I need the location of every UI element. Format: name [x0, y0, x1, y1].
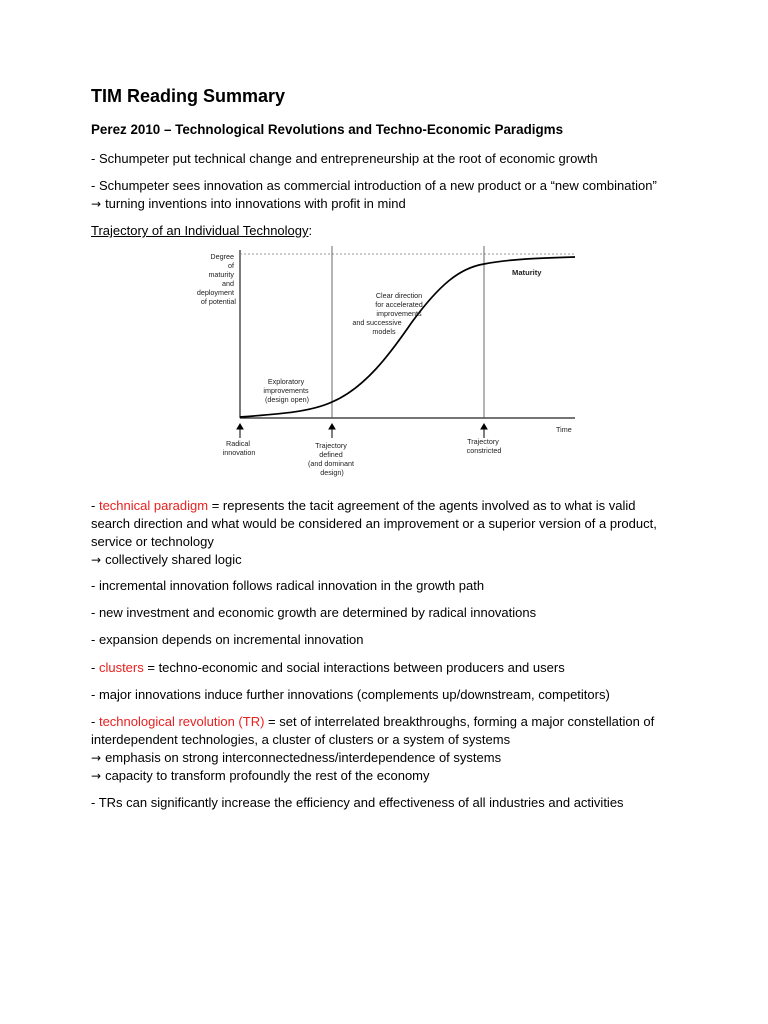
paragraph-technological-revolution	[91, 713, 691, 785]
marker-arrows	[237, 424, 487, 438]
document-title: TIM Reading Summary	[91, 86, 286, 106]
reading-subtitle: Perez 2010 – Technological Revolutions and Techno-Economic Paradigms	[91, 122, 564, 137]
paragraph-technical-paradigm	[91, 497, 691, 569]
paragraph-text: = techno-economic and social interactions between producers and users	[143, 660, 565, 675]
label-trajectory-constricted	[467, 437, 502, 455]
phase-label-line: and successive	[352, 318, 402, 327]
y-axis-label	[197, 252, 237, 306]
highlight-term: technological revolution (TR)	[98, 714, 265, 729]
phase-label-line: improvements	[263, 386, 309, 395]
paragraph-text: - major innovations induce further innovations (complements up/downstream, competitors)	[91, 687, 610, 702]
paragraph-line: interdependent technologies, a cluster of clusters or a system of systems	[91, 732, 511, 747]
paragraph-expansion	[91, 631, 691, 649]
paragraph-text: - expansion depends on incremental innovation	[91, 632, 364, 647]
paragraph-line: service or technology	[91, 534, 214, 549]
phase-label-line: improvements	[376, 309, 422, 318]
arrow-defined-head	[329, 424, 335, 429]
arrow-icon: →	[91, 751, 102, 765]
arrow-icon: →	[91, 769, 102, 783]
arrow-line-text: emphasis on strong interconnectedness/interdependence of systems	[105, 750, 502, 765]
y-label-line: of potential	[200, 297, 236, 306]
x-axis-label: Time	[556, 425, 572, 434]
label-accelerated	[352, 291, 424, 336]
y-label-line: maturity	[208, 270, 234, 279]
bullet-dash: -	[91, 498, 99, 513]
section-heading-colon: :	[308, 223, 313, 238]
section-heading-text: Trajectory of an Individual Technology	[91, 223, 309, 238]
marker-label-line: design)	[320, 468, 344, 477]
marker-label-line: Trajectory	[315, 441, 347, 450]
paragraph-schumpeter-innovation	[91, 177, 691, 213]
y-label-line: Degree	[210, 252, 234, 261]
arrow-line	[91, 767, 691, 785]
paragraph-text: = represents the tacit agreement of the agents involved as to what is valid	[208, 498, 636, 513]
y-label-line: deployment	[196, 288, 234, 297]
marker-label-line: Radical	[226, 439, 250, 448]
label-trajectory-defined	[308, 441, 356, 477]
trajectory-chart	[190, 246, 585, 484]
trajectory-figure	[190, 246, 585, 484]
phase-label-line: Exploratory	[267, 377, 305, 386]
phase-label-line: (design open)	[265, 395, 309, 404]
paragraph-text: - incremental innovation follows radical innovation in the growth path	[91, 578, 485, 593]
arrow-constricted-head	[481, 424, 487, 429]
arrow-line	[91, 195, 691, 213]
paragraph-investment	[91, 604, 691, 622]
y-label-line: and	[222, 279, 234, 288]
paragraph-clusters	[91, 659, 691, 677]
phase-label-line: for accelerated	[375, 300, 423, 309]
paragraph-text: - TRs can significantly increase the efficiency and effectiveness of all industries and activities	[91, 795, 624, 810]
paragraph-text: - new investment and economic growth are determined by radical innovations	[91, 605, 537, 620]
y-label-line: of	[228, 261, 234, 270]
arrow-line-text: capacity to transform profoundly the rest of the economy	[105, 768, 430, 783]
phase-label-line: Clear direction	[375, 291, 423, 300]
arrow-line	[91, 551, 691, 569]
paragraph-text: = set of interrelated breakthroughs, forming a major constellation of	[264, 714, 655, 729]
arrow-radical-head	[237, 424, 243, 429]
arrow-line-text: collectively shared logic	[105, 552, 242, 567]
bullet-dash: -	[91, 660, 99, 675]
label-exploratory	[263, 377, 310, 404]
phase-label-line: models	[372, 327, 396, 336]
paragraph-schumpeter-root	[91, 150, 691, 168]
marker-label-line: defined	[319, 450, 343, 459]
paragraph-line: search direction and what would be considered an improvement or a superior version of a product,	[91, 516, 657, 531]
label-maturity: Maturity	[512, 268, 542, 277]
arrow-icon: →	[91, 197, 102, 211]
arrow-icon: →	[91, 553, 102, 567]
marker-label-line: constricted	[466, 446, 502, 455]
section-heading	[91, 222, 691, 240]
marker-label-line: (and dominant	[308, 459, 354, 468]
paragraph-major-innovations	[91, 686, 691, 704]
arrow-line	[91, 749, 691, 767]
bullet-dash: -	[91, 714, 99, 729]
paragraph-tr-efficiency	[91, 794, 691, 812]
highlight-term: technical paradigm	[98, 498, 209, 513]
highlight-term: clusters	[98, 660, 144, 675]
label-radical-innovation	[223, 439, 256, 457]
paragraph-line: - Schumpeter sees innovation as commercial introduction of a new product or a “new combination”	[91, 178, 657, 193]
marker-label-line: innovation	[222, 448, 256, 457]
marker-label-line: Trajectory	[467, 437, 499, 446]
paragraph-text: - Schumpeter put technical change and entrepreneurship at the root of economic growth	[91, 151, 598, 166]
arrow-line-text: turning inventions into innovations with profit in mind	[105, 196, 406, 211]
paragraph-incremental	[91, 577, 691, 595]
